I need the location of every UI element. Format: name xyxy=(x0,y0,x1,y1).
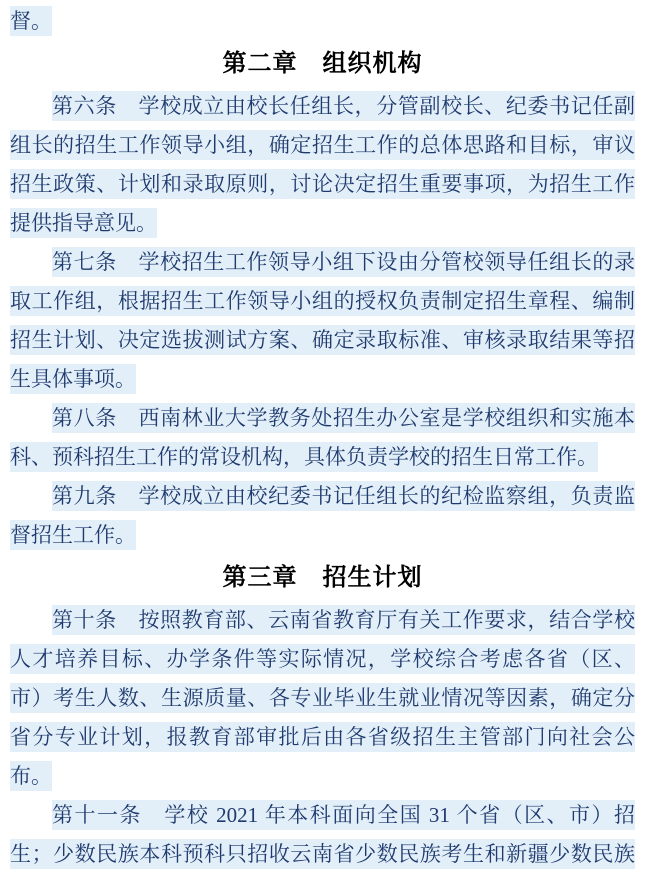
text-line xyxy=(10,204,635,243)
line-highlight: 第十条 按照教育部、云南省教育厅有关工作要求，结合学校 xyxy=(52,605,635,635)
line-highlight: 督。 xyxy=(10,6,52,36)
text-line xyxy=(10,835,635,874)
line-highlight: 督招生工作。 xyxy=(10,520,136,550)
line-highlight: 取工作组，根据招生工作领导小组的授权负责制定招生章程、编制 xyxy=(10,286,635,316)
text-line xyxy=(10,796,635,835)
paragraph-article-11 xyxy=(10,796,635,874)
line-highlight: 招生政策、计划和录取原则，讨论决定招生重要事项，为招生工作 xyxy=(10,169,635,199)
line-highlight: 第九条 学校成立由校纪委书记任组长的纪检监察组，负责监 xyxy=(52,481,635,511)
paragraph-continuation xyxy=(10,2,635,41)
paragraph-article-7 xyxy=(10,243,635,399)
text-line xyxy=(10,757,635,796)
line-highlight: 第七条 学校招生工作领导小组下设由分管校领导任组长的录 xyxy=(52,247,635,277)
line-highlight: 提供指导意见。 xyxy=(10,208,157,238)
text-line xyxy=(10,360,635,399)
line-highlight: 市）考生人数、生源质量、各专业毕业生就业情况等因素，确定分 xyxy=(10,683,635,713)
text-line xyxy=(10,87,635,126)
document-content xyxy=(10,2,635,874)
line-highlight: 生具体事项。 xyxy=(10,364,136,394)
text-line xyxy=(10,165,635,204)
text-line xyxy=(10,516,635,555)
text-line xyxy=(10,321,635,360)
line-highlight: 第六条 学校成立由校长任组长，分管副校长、纪委书记任副 xyxy=(52,91,635,121)
line-highlight: 第八条 西南林业大学教务处招生办公室是学校组织和实施本 xyxy=(52,403,635,433)
text-line xyxy=(10,438,635,477)
text-line xyxy=(10,718,635,757)
line-highlight: 组长的招生工作领导小组，确定招生工作的总体思路和目标，审议 xyxy=(10,130,635,160)
text-line xyxy=(10,477,635,516)
chapter-heading-2: 第二章 组织机构 xyxy=(222,50,423,77)
paragraph-article-10 xyxy=(10,601,635,796)
line-highlight: 人才培养目标、办学条件等实际情况，学校综合考虑各省（区、 xyxy=(10,644,635,674)
line-highlight: 招生计划、决定选拔测试方案、确定录取标准、审核录取结果等招 xyxy=(10,325,635,355)
line-highlight: 生；少数民族本科预科只招收云南省少数民族考生和新疆少数民族 xyxy=(10,839,635,869)
text-line xyxy=(10,243,635,282)
text-line xyxy=(10,399,635,438)
text-line xyxy=(10,2,635,41)
text-line xyxy=(10,126,635,165)
paragraph-article-8 xyxy=(10,399,635,477)
line-highlight: 省分专业计划，报教育部审批后由各省级招生主管部门向社会公 xyxy=(10,722,635,752)
text-line xyxy=(10,679,635,718)
chapter-heading-3: 第三章 招生计划 xyxy=(222,564,423,591)
text-line xyxy=(10,640,635,679)
line-highlight: 第十一条 学校 2021 年本科面向全国 31 个省（区、市）招 xyxy=(52,800,635,830)
line-highlight: 科、预科招生工作的常设机构，具体负责学校的招生日常工作。 xyxy=(10,442,598,472)
line-highlight: 布。 xyxy=(10,761,52,791)
paragraph-article-9 xyxy=(10,477,635,555)
text-line xyxy=(10,601,635,640)
paragraph-article-6 xyxy=(10,87,635,243)
text-line xyxy=(10,282,635,321)
